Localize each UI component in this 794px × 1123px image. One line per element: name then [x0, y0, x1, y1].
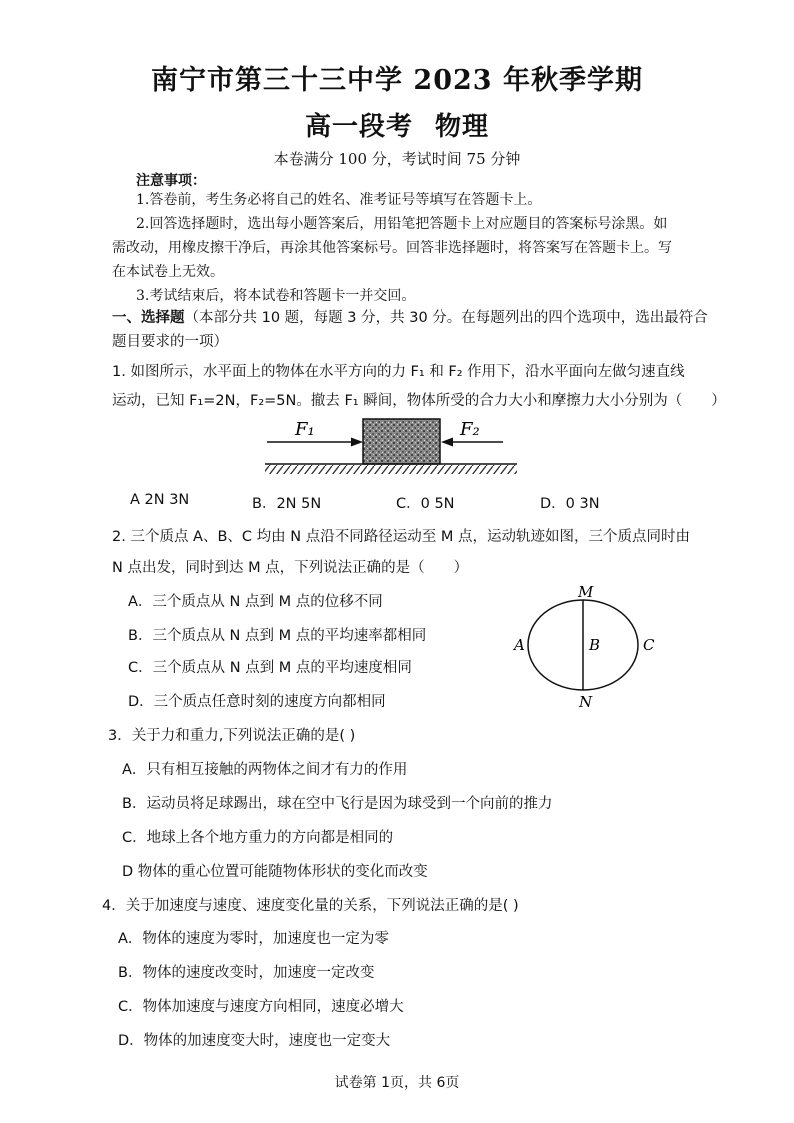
block [363, 419, 440, 464]
exam-info: 本卷满分 100 分，考试时间 75 分钟 [273, 150, 521, 168]
q2-option-c: C．三个质点从 N 点到 M 点的平均速度相同 [128, 660, 412, 676]
notice-item-3: 3.考试结束后，将本试卷和答题卡一并交回。 [136, 288, 416, 304]
section-1-desc-line-2: 题目要求的一项） [112, 334, 228, 350]
label-c: C [643, 636, 655, 654]
q1-option-a: A 2N 3N [130, 492, 190, 508]
q2-trajectory-diagram [505, 584, 665, 710]
q1-option-b: B．2N 5N [252, 496, 322, 512]
notice-item-2-line-1: 2.回答选择题时，选出每小题答案后，用铅笔把答题卡上对应题目的答案标号涂黑。如 [136, 216, 668, 232]
q3-option-d: D 物体的重心位置可能随物体形状的变化而改变 [122, 864, 428, 880]
q1-force-diagram [255, 412, 525, 480]
exam-title [0, 106, 794, 143]
ground-hatch [265, 465, 517, 474]
q4-option-c: C．物体加速度与速度方向相同，速度必增大 [118, 999, 404, 1015]
label-b: B [589, 636, 601, 654]
notice-item-2-line-3: 在本试卷上无效。 [112, 264, 224, 280]
notice-item-1: 1.答卷前，考生务必将自己的姓名、准考证号等填写在答题卡上。 [136, 192, 542, 208]
f1-label: F₁ [295, 419, 315, 440]
section-1-desc-line-1: （本部分共 10 题，每题 3 分，共 30 分。在每题列出的四个选项中，选出最符合 [184, 310, 708, 326]
q1-stem-line-1: 1. 如图所示，水平面上的物体在水平方向的力 F₁ 和 F₂ 作用下，沿水平面向左做匀速直线 [112, 364, 685, 380]
q2-option-d: D．三个质点任意时刻的速度方向都相同 [128, 694, 386, 710]
q1-option-d: D．0 3N [540, 496, 600, 512]
f2-label: F₂ [460, 419, 480, 440]
notice-heading: 注意事项： [136, 173, 206, 189]
q3-option-a: A．只有相互接触的两物体之间才有力的作用 [122, 762, 408, 778]
section-1-heading: 一、选择题 [112, 310, 185, 326]
page-footer: 试卷第 1页，共 6页 [334, 1075, 460, 1091]
q2-stem-line-2: N 点出发，同时到达 M 点，下列说法正确的是（ ） [112, 560, 469, 576]
q4-stem: 4．关于加速度与速度、速度变化量的关系，下列说法正确的是( ) [102, 898, 519, 914]
subject-name: 物理 [435, 112, 490, 142]
label-n: N [579, 693, 593, 710]
q4-option-a: A．物体的速度为零时，加速度也一定为零 [118, 931, 389, 947]
section-1-desc [112, 306, 708, 327]
exam-name: 高一段考 [304, 112, 413, 142]
q1-option-c: C．0 5N [396, 496, 455, 512]
q3-option-c: C．地球上各个地方重力的方向都是相同的 [122, 830, 394, 846]
label-m: M [578, 584, 594, 601]
q1-stem-line-2: 运动，已知 F₁=2N，F₂=5N。撤去 F₁ 瞬间，物体所受的合力大小和摩擦力大小分别为（ ） [112, 393, 726, 409]
q3-stem: 3．关于力和重力,下列说法正确的是( ) [108, 728, 356, 744]
label-a: A [514, 636, 525, 654]
q4-option-d: D．物体的加速度变大时，速度也一定变大 [118, 1033, 391, 1049]
q2-option-b: B．三个质点从 N 点到 M 点的平均速率都相同 [128, 628, 427, 644]
school-title: 南宁市第三十三中学 2023 年秋季学期 [151, 65, 643, 96]
q3-option-b: B．运动员将足球踢出，球在空中飞行是因为球受到一个向前的推力 [122, 796, 553, 812]
q2-option-a: A．三个质点从 N 点到 M 点的位移不同 [128, 594, 383, 610]
notice-item-2-line-2: 需改动，用橡皮擦干净后，再涂其他答案标号。回答非选择题时，将答案写在答题卡上。写 [112, 240, 672, 256]
q4-option-b: B．物体的速度改变时，加速度一定改变 [118, 965, 375, 981]
q2-stem-line-1: 2. 三个质点 A、B、C 均由 N 点沿不同路径运动至 M 点，运动轨迹如图，三个质点同时由 [112, 529, 690, 545]
